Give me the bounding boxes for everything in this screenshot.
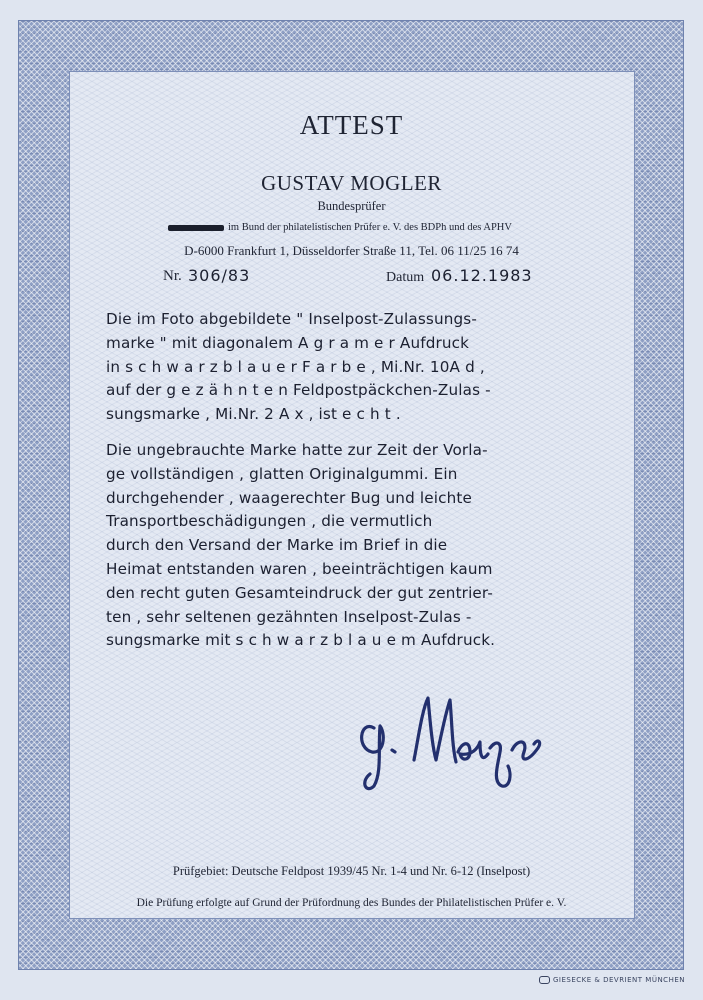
redaction-mark bbox=[168, 225, 224, 231]
date-value: 06.12.1983 bbox=[431, 266, 533, 285]
text-line: den recht guten Gesamteindruck der gut zentrier- bbox=[106, 583, 493, 602]
examiner-address: D-6000 Frankfurt 1, Düsseldorfer Straße 11, Tel. 06 11/25 16 74 bbox=[184, 243, 519, 258]
text-line: Transportbeschädigungen , die vermutlich bbox=[106, 512, 433, 531]
printer-logo-icon bbox=[539, 976, 550, 984]
examination-basis: Die Prüfung erfolgte auf Grund der Prüfordnung des Bundes der Philatelistischen Prüfer e. V. bbox=[136, 897, 567, 909]
text-line: ten , sehr seltenen gezähnten Inselpost-Zulas - bbox=[106, 607, 472, 626]
text-line: ge vollständigen , glatten Originalgummi. Ein bbox=[106, 464, 458, 483]
membership-line bbox=[168, 222, 512, 233]
date-label: Datum bbox=[386, 270, 425, 285]
text-line: sungsmarke , Mi.Nr. 2 A x , ist e c h t . bbox=[106, 405, 401, 424]
text-line: Die ungebrauchte Marke hatte zur Zeit der Vorla- bbox=[106, 441, 488, 459]
handwritten-signature bbox=[352, 690, 552, 800]
text-line: durch den Versand der Marke im Brief in die bbox=[106, 536, 448, 555]
paragraph-condition bbox=[106, 439, 618, 653]
text-line: auf der g e z ä h n t e n Feldpostpäckchen-Zulas - bbox=[106, 381, 491, 400]
number-label: Nr. bbox=[163, 268, 182, 284]
text-line: Heimat entstanden waren , beeinträchtigen kaum bbox=[106, 559, 493, 578]
text-line: Die im Foto abgebildete " Inselpost-Zulassungs- bbox=[106, 310, 478, 328]
text-line: in s c h w a r z b l a u e r F a r b e , Mi.Nr. 10A d , bbox=[106, 357, 485, 376]
number-value: 306/83 bbox=[188, 266, 251, 285]
printer-imprint bbox=[539, 976, 685, 984]
document-title: ATTEST bbox=[299, 110, 404, 140]
text-line: sungsmarke mit s c h w a r z b l a u e m Aufdruck. bbox=[106, 631, 496, 650]
text-line: marke " mit diagonalem A g r a m e r Aufdruck bbox=[106, 333, 470, 352]
paragraph-authenticity bbox=[106, 308, 618, 427]
examination-scope: Prüfgebiet: Deutsche Feldpost 1939/45 Nr. 1-4 und Nr. 6-12 (Inselpost) bbox=[172, 864, 531, 878]
examiner-name: GUSTAV MOGLER bbox=[261, 171, 442, 195]
examiner-role: Bundesprüfer bbox=[317, 199, 386, 213]
membership-text: im Bund der philatelistischen Prüfer e. V. des BDPh und des APHV bbox=[228, 222, 512, 233]
text-line: durchgehender , waagerechter Bug und leichte bbox=[106, 488, 472, 507]
printer-imprint-text: GIESECKE & DEVRIENT MÜNCHEN bbox=[553, 976, 685, 984]
